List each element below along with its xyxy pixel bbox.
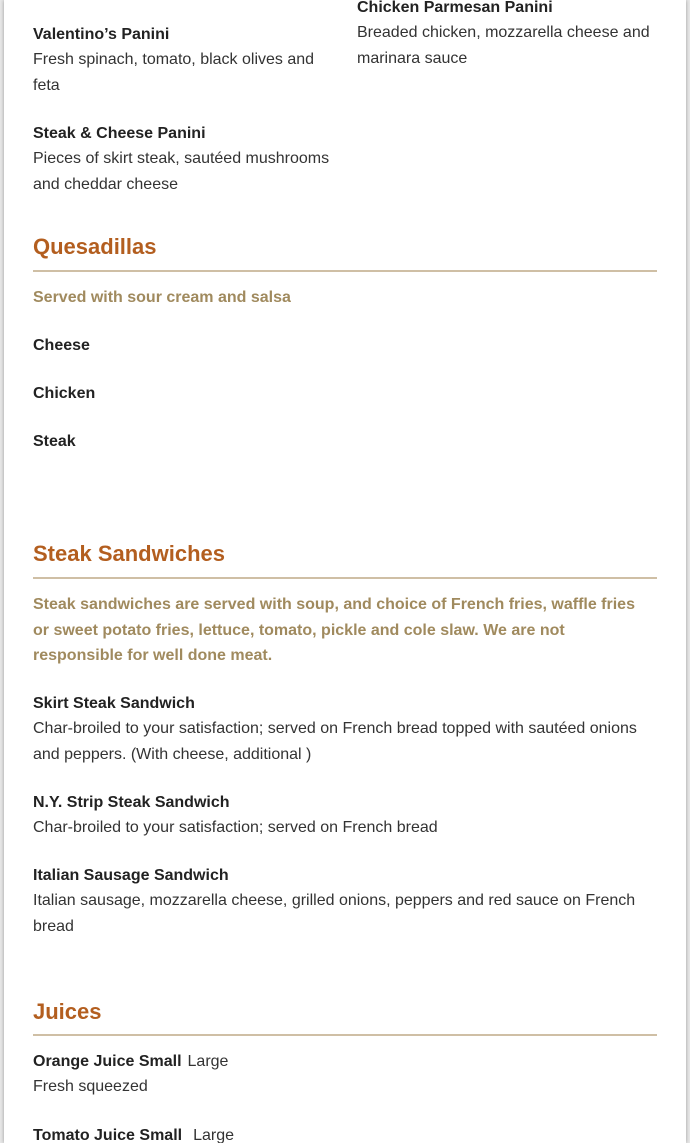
section-juices xyxy=(33,997,657,1027)
item-name: Skirt Steak Sandwich xyxy=(33,695,195,712)
section-note: Steak sandwiches are served with soup, and choice of French fries, waffle fries or sweet potato fries, lettuce, tomato, pickle and cole slaw. We are not responsible for well done meat. xyxy=(33,596,635,664)
item-description: Fresh spinach, tomato, black olives and feta xyxy=(33,51,315,94)
item-name: Valentino’s Panini xyxy=(33,26,170,43)
size-option-large: Large xyxy=(187,1053,229,1070)
menu-item-cheese: Cheese xyxy=(33,337,90,354)
item-name: Italian Sausage Sandwich xyxy=(33,867,229,884)
menu-item-chicken: Chicken xyxy=(33,385,96,402)
menu-item-chicken-parmesan-panini xyxy=(357,0,657,71)
item-description: Italian sausage, mozzarella cheese, grilled onions, peppers and red sauce on French bread xyxy=(33,892,636,935)
section-title: Steak Sandwiches xyxy=(33,541,225,566)
section-note: Served with sour cream and salsa xyxy=(33,289,291,306)
menu-item-valentinos-panini xyxy=(33,22,333,98)
item-name: Tomato Juice Small xyxy=(33,1127,183,1143)
item-description: Fresh squeezed xyxy=(33,1078,148,1095)
menu-page xyxy=(4,0,686,1143)
menu-item-ny-strip-steak-sandwich xyxy=(33,790,645,841)
section-divider xyxy=(33,270,657,272)
menu-item-steak: Steak xyxy=(33,433,76,450)
section-title: Quesadillas xyxy=(33,234,157,259)
item-name: Orange Juice Small xyxy=(33,1053,182,1070)
item-description: Breaded chicken, mozzarella cheese and marinara sauce xyxy=(357,24,650,67)
item-description: Char-broiled to your satisfaction; served on French bread xyxy=(33,819,438,836)
section-divider xyxy=(33,577,657,579)
section-steak-sandwiches xyxy=(33,539,657,569)
section-quesadillas xyxy=(33,232,657,262)
menu-item-tomato-juice xyxy=(33,1123,645,1143)
item-name-row xyxy=(33,1049,645,1074)
section-title: Juices xyxy=(33,999,102,1024)
item-name-row xyxy=(33,1123,645,1143)
menu-item-orange-juice xyxy=(33,1049,645,1100)
item-description: Pieces of skirt steak, sautéed mushrooms and cheddar cheese xyxy=(33,150,330,193)
section-divider xyxy=(33,1034,657,1036)
item-name: Chicken Parmesan Panini xyxy=(357,0,553,16)
item-name: Steak & Cheese Panini xyxy=(33,125,206,142)
menu-item-steak-cheese-panini xyxy=(33,121,333,197)
item-name: N.Y. Strip Steak Sandwich xyxy=(33,794,230,811)
menu-item-italian-sausage-sandwich xyxy=(33,863,645,939)
item-description: Char-broiled to your satisfaction; served on French bread topped with sautéed onions and peppers. (With cheese, additional ) xyxy=(33,720,637,763)
menu-item-skirt-steak-sandwich xyxy=(33,691,645,767)
size-option-large: Large xyxy=(193,1127,234,1143)
